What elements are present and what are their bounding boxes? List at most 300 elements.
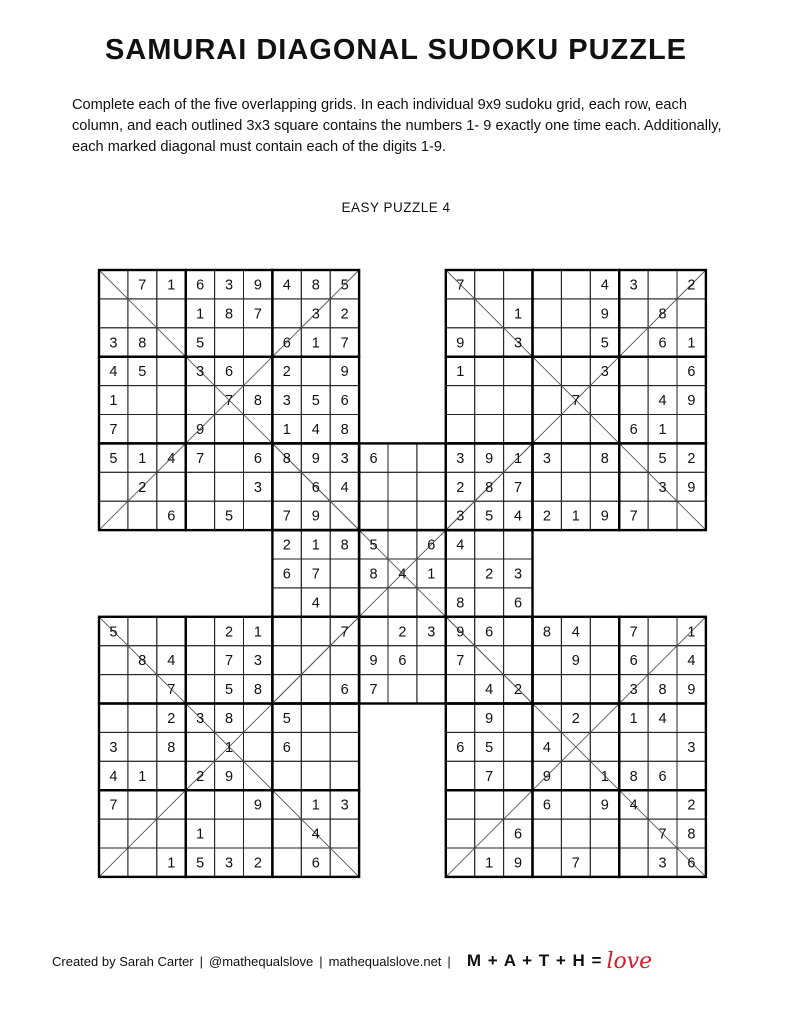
sudoku-cell[interactable] [590, 848, 619, 877]
given-digit: 4 [311, 826, 320, 843]
given-digit: 6 [687, 855, 696, 872]
given-digit: 3 [225, 277, 234, 294]
sudoku-cell[interactable] [677, 704, 706, 733]
sudoku-cell[interactable] [388, 588, 417, 617]
given-digit: 2 [282, 537, 291, 554]
given-digit: 3 [427, 624, 436, 641]
given-digit: 1 [485, 855, 494, 872]
sudoku-cell[interactable] [619, 732, 648, 761]
given-digit: 9 [311, 450, 320, 467]
sudoku-cell[interactable] [590, 386, 619, 415]
sudoku-cell[interactable] [215, 328, 244, 357]
given-digit: 6 [282, 335, 291, 352]
sudoku-cell[interactable] [330, 588, 359, 617]
given-digit: 1 [514, 450, 523, 467]
given-digit: 8 [340, 537, 349, 554]
sudoku-cell[interactable] [272, 848, 301, 877]
sudoku-cell[interactable] [157, 819, 186, 848]
sudoku-cell[interactable] [388, 443, 417, 472]
sudoku-cell[interactable] [417, 646, 446, 675]
sudoku-cell[interactable] [99, 299, 128, 328]
given-digit: 1 [311, 537, 320, 554]
sudoku-cell[interactable] [244, 501, 273, 530]
given-digit: 1 [629, 710, 638, 727]
sudoku-cell[interactable] [475, 415, 504, 444]
page-title: SAMURAI DIAGONAL SUDOKU PUZZLE [104, 34, 688, 66]
given-digit: 7 [514, 479, 523, 496]
sudoku-cell[interactable] [417, 443, 446, 472]
sudoku-cell[interactable] [186, 472, 215, 501]
sudoku-cell[interactable] [677, 299, 706, 328]
given-digit: 9 [456, 335, 465, 352]
given-digit: 3 [109, 739, 118, 756]
sudoku-cell[interactable] [446, 415, 475, 444]
given-digit: 7 [571, 855, 580, 872]
sudoku-cell[interactable] [533, 646, 562, 675]
given-digit: 3 [687, 739, 696, 756]
given-digit: 3 [311, 306, 320, 323]
given-digit: 6 [340, 393, 349, 410]
given-digit: 9 [369, 653, 378, 670]
sudoku-cell[interactable] [533, 328, 562, 357]
given-digit: 7 [629, 508, 638, 525]
sudoku-cell[interactable] [561, 328, 590, 357]
sudoku-cell[interactable] [590, 819, 619, 848]
given-digit: 7 [340, 335, 349, 352]
given-digit: 4 [398, 566, 407, 583]
given-digit: 5 [138, 364, 147, 381]
sudoku-cell[interactable] [590, 732, 619, 761]
sudoku-cell[interactable] [504, 732, 533, 761]
sudoku-cell[interactable] [648, 270, 677, 299]
sudoku-cell[interactable] [186, 617, 215, 646]
given-digit: 7 [225, 653, 234, 670]
given-digit: 6 [340, 682, 349, 699]
sudoku-cell[interactable] [128, 732, 157, 761]
given-digit: 3 [253, 479, 262, 496]
sudoku-cell[interactable] [677, 761, 706, 790]
sudoku-cell[interactable] [504, 617, 533, 646]
given-digit: 5 [225, 682, 234, 699]
given-digit: 9 [485, 450, 494, 467]
puzzle-label: EASY PUZZLE 4 [341, 200, 451, 215]
sudoku-cell[interactable] [388, 472, 417, 501]
sudoku-cell[interactable] [99, 646, 128, 675]
sudoku-cell[interactable] [648, 501, 677, 530]
given-digit: 4 [282, 277, 291, 294]
given-digit: 3 [600, 364, 609, 381]
sudoku-cell[interactable] [446, 559, 475, 588]
sudoku-cell[interactable] [533, 299, 562, 328]
given-digit: 8 [253, 682, 262, 699]
sudoku-cell[interactable] [128, 704, 157, 733]
given-digit: 3 [456, 508, 465, 525]
sudoku-cell[interactable] [330, 559, 359, 588]
sudoku-cell[interactable] [215, 472, 244, 501]
sudoku-cell[interactable] [619, 357, 648, 386]
sudoku-cell[interactable] [619, 472, 648, 501]
given-digit: 1 [514, 306, 523, 323]
given-digit: 6 [514, 826, 523, 843]
given-digit: 5 [196, 335, 205, 352]
given-digit: 2 [687, 277, 696, 294]
given-digit: 6 [311, 855, 320, 872]
given-digit: 1 [600, 768, 609, 785]
sudoku-cell[interactable] [215, 415, 244, 444]
given-digit: 2 [196, 768, 205, 785]
sudoku-cell[interactable] [590, 675, 619, 704]
given-digit: 9 [514, 855, 523, 872]
footer [52, 946, 752, 976]
given-digit: 1 [196, 306, 205, 323]
sudoku-cell[interactable] [561, 270, 590, 299]
sudoku-cell[interactable] [128, 617, 157, 646]
sudoku-cell[interactable] [388, 501, 417, 530]
sudoku-cell[interactable] [272, 819, 301, 848]
given-digit: 8 [485, 479, 494, 496]
sudoku-cell[interactable] [533, 472, 562, 501]
sudoku-cell[interactable] [272, 646, 301, 675]
given-digit: 5 [311, 393, 320, 410]
sudoku-cell[interactable] [533, 848, 562, 877]
given-digit: 6 [282, 566, 291, 583]
sudoku-cell[interactable] [99, 704, 128, 733]
given-digit: 8 [167, 739, 176, 756]
sudoku-cell[interactable] [446, 704, 475, 733]
sudoku-cell[interactable] [561, 675, 590, 704]
sudoku-cell[interactable] [504, 530, 533, 559]
sudoku-cell[interactable] [475, 386, 504, 415]
sudoku-cell[interactable] [272, 472, 301, 501]
sudoku-cell[interactable] [330, 819, 359, 848]
given-digit: 9 [340, 364, 349, 381]
sudoku-cell[interactable] [272, 617, 301, 646]
sudoku-cell[interactable] [388, 675, 417, 704]
given-digit: 1 [658, 421, 667, 438]
sudoku-cell[interactable] [128, 501, 157, 530]
given-digit: 8 [138, 335, 147, 352]
sudoku-cell[interactable] [446, 761, 475, 790]
sudoku-cell[interactable] [677, 415, 706, 444]
given-digit: 3 [658, 855, 667, 872]
sudoku-cell[interactable] [475, 588, 504, 617]
sudoku-cell[interactable] [157, 761, 186, 790]
given-digit: 5 [109, 450, 118, 467]
given-digit: 6 [514, 595, 523, 612]
given-digit: 3 [282, 393, 291, 410]
given-digit: 6 [485, 624, 494, 641]
given-digit: 6 [658, 335, 667, 352]
given-digit: 2 [138, 479, 147, 496]
given-digit: 2 [687, 450, 696, 467]
sudoku-cell[interactable] [417, 675, 446, 704]
given-digit: 2 [514, 682, 523, 699]
given-digit: 8 [369, 566, 378, 583]
sudoku-cell[interactable] [157, 472, 186, 501]
sudoku-cell[interactable] [301, 357, 330, 386]
given-digit: 2 [225, 624, 234, 641]
sudoku-cell[interactable] [417, 501, 446, 530]
given-digit: 7 [167, 682, 176, 699]
given-digit: 9 [687, 479, 696, 496]
sudoku-cell[interactable] [244, 732, 273, 761]
sudoku-cell[interactable] [244, 819, 273, 848]
given-digit: 8 [340, 421, 349, 438]
given-digit: 5 [196, 855, 205, 872]
given-digit: 7 [629, 624, 638, 641]
given-digit: 7 [109, 797, 118, 814]
sudoku-cell[interactable] [186, 646, 215, 675]
given-digit: 9 [456, 624, 465, 641]
given-digit: 6 [629, 653, 638, 670]
sudoku-cell[interactable] [157, 617, 186, 646]
sudoku-cell[interactable] [446, 675, 475, 704]
instructions-text: Complete each of the five overlapping grids. In each individual 9x9 sudoku grid, each row, each column, and each outlined 3x3 square contains the numbers 1- 9 exactly one time each. Additionally, each marked diagonal must contain each of the digits 1-9. [72, 97, 722, 155]
given-digit: 6 [253, 450, 262, 467]
given-digit: 1 [196, 826, 205, 843]
brand-love-script: love [606, 948, 653, 974]
given-digit: 3 [514, 335, 523, 352]
given-digit: 9 [600, 508, 609, 525]
sudoku-cell[interactable] [475, 328, 504, 357]
sudoku-cell[interactable] [446, 299, 475, 328]
given-digit: 5 [282, 710, 291, 727]
given-digit: 7 [138, 277, 147, 294]
sudoku-cell[interactable] [272, 299, 301, 328]
given-digit: 4 [485, 682, 494, 699]
sudoku-cell[interactable] [330, 704, 359, 733]
given-digit: 3 [629, 277, 638, 294]
footer-site: mathequalslove.net [328, 953, 442, 969]
given-digit: 9 [687, 682, 696, 699]
sudoku-cell[interactable] [504, 415, 533, 444]
sudoku-cell[interactable] [359, 472, 388, 501]
sudoku-cell[interactable] [561, 415, 590, 444]
sudoku-cell[interactable] [157, 386, 186, 415]
sudoku-cell[interactable] [619, 848, 648, 877]
sudoku-cell[interactable] [215, 790, 244, 819]
given-digit: 4 [687, 653, 696, 670]
given-digit: 1 [282, 421, 291, 438]
given-digit: 7 [485, 768, 494, 785]
given-digit: 8 [225, 306, 234, 323]
sudoku-cell[interactable] [504, 646, 533, 675]
given-digit: 6 [687, 364, 696, 381]
sudoku-cell[interactable] [619, 386, 648, 415]
given-digit: 1 [687, 335, 696, 352]
sudoku-cell[interactable] [533, 675, 562, 704]
sudoku-cell[interactable] [330, 761, 359, 790]
given-digit: 4 [542, 739, 551, 756]
sudoku-cell[interactable] [648, 790, 677, 819]
given-digit: 8 [253, 393, 262, 410]
sudoku-cell[interactable] [186, 501, 215, 530]
sudoku-cell[interactable] [619, 819, 648, 848]
sudoku-cell[interactable] [504, 386, 533, 415]
sudoku-cell[interactable] [504, 761, 533, 790]
sudoku-cell[interactable] [417, 472, 446, 501]
sudoku-cell[interactable] [359, 617, 388, 646]
sudoku-cell[interactable] [475, 270, 504, 299]
sudoku-cell[interactable] [128, 848, 157, 877]
given-digit: 2 [456, 479, 465, 496]
given-digit: 6 [456, 739, 465, 756]
given-digit: 8 [658, 306, 667, 323]
sudoku-cell[interactable] [590, 472, 619, 501]
sudoku-cell[interactable] [561, 819, 590, 848]
given-digit: 3 [340, 450, 349, 467]
sudoku-cell[interactable] [99, 472, 128, 501]
sudoku-cell[interactable] [272, 761, 301, 790]
given-digit: 4 [629, 797, 638, 814]
given-digit: 1 [571, 508, 580, 525]
given-digit: 5 [485, 508, 494, 525]
given-digit: 4 [600, 277, 609, 294]
given-digit: 8 [311, 277, 320, 294]
given-digit: 6 [311, 479, 320, 496]
given-digit: 2 [253, 855, 262, 872]
footer-separator: | [199, 953, 204, 969]
given-digit: 1 [167, 277, 176, 294]
sudoku-cell[interactable] [128, 386, 157, 415]
sudoku-cell[interactable] [561, 357, 590, 386]
given-digit: 4 [456, 537, 465, 554]
sudoku-cell[interactable] [561, 299, 590, 328]
given-digit: 4 [109, 364, 118, 381]
sudoku-cell[interactable] [561, 472, 590, 501]
sudoku-cell[interactable] [128, 790, 157, 819]
given-digit: 1 [687, 624, 696, 641]
sudoku-cell[interactable] [330, 646, 359, 675]
sudoku-cell[interactable] [446, 790, 475, 819]
sudoku-cell[interactable] [301, 704, 330, 733]
given-digit: 3 [253, 653, 262, 670]
given-digit: 8 [456, 595, 465, 612]
sudoku-cell[interactable] [446, 386, 475, 415]
sudoku-cell[interactable] [648, 732, 677, 761]
given-digit: 9 [600, 306, 609, 323]
sudoku-cell[interactable] [186, 675, 215, 704]
given-digit: 8 [600, 450, 609, 467]
sudoku-cell[interactable] [301, 761, 330, 790]
given-digit: 7 [311, 566, 320, 583]
sudoku-cell[interactable] [215, 443, 244, 472]
given-digit: 3 [629, 682, 638, 699]
sudoku-cell[interactable] [590, 617, 619, 646]
given-digit: 5 [340, 277, 349, 294]
given-digit: 9 [196, 421, 205, 438]
sudoku-cell[interactable] [186, 732, 215, 761]
given-digit: 3 [514, 566, 523, 583]
sudoku-cell[interactable] [215, 819, 244, 848]
given-digit: 1 [167, 855, 176, 872]
given-digit: 7 [369, 682, 378, 699]
sudoku-cell[interactable] [186, 386, 215, 415]
sudoku-cell[interactable] [301, 732, 330, 761]
sudoku-cell[interactable] [533, 386, 562, 415]
given-digit: 8 [282, 450, 291, 467]
given-digit: 2 [167, 710, 176, 727]
given-digit: 8 [542, 624, 551, 641]
given-digit: 4 [658, 710, 667, 727]
sudoku-cell[interactable] [533, 270, 562, 299]
sudoku-cell[interactable] [99, 675, 128, 704]
given-digit: 3 [225, 855, 234, 872]
given-digit: 7 [456, 277, 465, 294]
sudoku-cell[interactable] [475, 357, 504, 386]
sudoku-cell[interactable] [244, 328, 273, 357]
given-digit: 6 [629, 421, 638, 438]
given-digit: 5 [225, 508, 234, 525]
sudoku-cell[interactable] [301, 675, 330, 704]
sudoku-cell[interactable] [504, 704, 533, 733]
given-digit: 6 [542, 797, 551, 814]
given-digit: 7 [456, 653, 465, 670]
given-digit: 6 [398, 653, 407, 670]
sudoku-cell[interactable] [590, 646, 619, 675]
sudoku-cell[interactable] [619, 299, 648, 328]
given-digit: 5 [109, 624, 118, 641]
sudoku-cell[interactable] [128, 675, 157, 704]
sudoku-cell[interactable] [561, 443, 590, 472]
given-digit: 9 [253, 277, 262, 294]
sudoku-cell[interactable] [157, 357, 186, 386]
sudoku-cell[interactable] [128, 415, 157, 444]
sudoku-cell[interactable] [272, 588, 301, 617]
sudoku-cell[interactable] [561, 790, 590, 819]
given-digit: 7 [282, 508, 291, 525]
sudoku-cell[interactable] [157, 299, 186, 328]
given-digit: 1 [311, 797, 320, 814]
sudoku-cell[interactable] [388, 530, 417, 559]
sudoku-cell[interactable] [99, 819, 128, 848]
sudoku-cell[interactable] [504, 357, 533, 386]
given-digit: 3 [196, 710, 205, 727]
given-digit: 8 [225, 710, 234, 727]
sudoku-cell[interactable] [533, 819, 562, 848]
given-digit: 9 [600, 797, 609, 814]
given-digit: 5 [485, 739, 494, 756]
given-digit: 4 [167, 653, 176, 670]
given-digit: 3 [658, 479, 667, 496]
sudoku-cell[interactable] [648, 617, 677, 646]
given-digit: 6 [282, 739, 291, 756]
sudoku-cell[interactable] [186, 790, 215, 819]
given-digit: 7 [196, 450, 205, 467]
sudoku-cell[interactable] [561, 761, 590, 790]
given-digit: 8 [138, 653, 147, 670]
sudoku-cell[interactable] [475, 790, 504, 819]
sudoku-cell[interactable] [330, 732, 359, 761]
sudoku-cell[interactable] [648, 357, 677, 386]
sudoku-cell[interactable] [504, 270, 533, 299]
given-digit: 5 [600, 335, 609, 352]
given-digit: 7 [225, 393, 234, 410]
given-digit: 5 [658, 450, 667, 467]
given-digit: 3 [340, 797, 349, 814]
sudoku-cell[interactable] [301, 617, 330, 646]
sudoku-cell[interactable] [475, 530, 504, 559]
given-digit: 3 [456, 450, 465, 467]
sudoku-cell[interactable] [446, 819, 475, 848]
sudoku-cell[interactable] [157, 415, 186, 444]
given-digit: 2 [687, 797, 696, 814]
given-digit: 3 [542, 450, 551, 467]
sudoku-cell[interactable] [359, 501, 388, 530]
given-digit: 4 [514, 508, 523, 525]
given-digit: 3 [109, 335, 118, 352]
given-digit: 4 [311, 595, 320, 612]
